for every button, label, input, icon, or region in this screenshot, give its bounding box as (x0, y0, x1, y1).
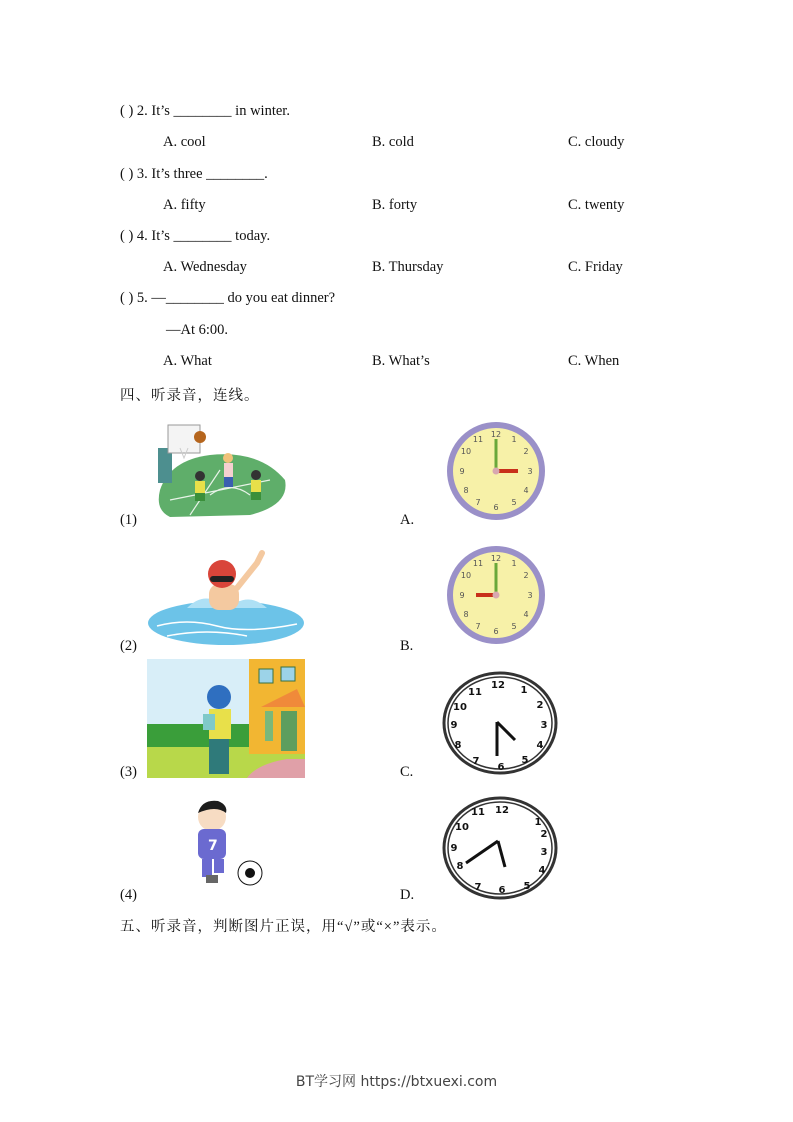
svg-text:8: 8 (456, 861, 464, 872)
svg-text:4: 4 (523, 610, 529, 619)
picture-label-4: (4) (120, 887, 137, 903)
svg-text:7: 7 (472, 756, 480, 767)
swimming-picture (147, 548, 305, 646)
picture-label-3: (3) (120, 764, 137, 780)
svg-text:4: 4 (523, 486, 529, 495)
svg-text:12: 12 (490, 554, 502, 563)
svg-text:9: 9 (450, 720, 458, 731)
svg-text:1: 1 (520, 685, 528, 696)
svg-text:12: 12 (495, 805, 509, 816)
svg-text:2: 2 (540, 829, 548, 840)
svg-text:5: 5 (511, 498, 517, 507)
picture-label-2: (2) (120, 638, 137, 654)
svg-text:5: 5 (511, 622, 517, 631)
option-c: C. cloudy (568, 134, 625, 150)
svg-text:7: 7 (475, 498, 481, 507)
svg-text:8: 8 (463, 610, 469, 619)
question-4: ( ) 4. It’s ________ today. (120, 228, 271, 244)
svg-text:9: 9 (459, 591, 465, 600)
clock-label-d: D. (400, 887, 415, 903)
svg-text:1: 1 (511, 435, 517, 444)
question-2: ( ) 2. It’s ________ in winter. (120, 103, 290, 119)
svg-text:1: 1 (511, 559, 517, 568)
question-3: ( ) 3. It’s three ________. (120, 166, 268, 182)
svg-text:11: 11 (471, 807, 485, 818)
option-b: B. cold (372, 134, 414, 150)
svg-text:3: 3 (527, 467, 533, 476)
option-a: A. cool (163, 134, 206, 150)
option-c: C. Friday (568, 259, 623, 275)
svg-text:9: 9 (450, 843, 458, 854)
svg-text:3: 3 (540, 847, 548, 858)
svg-text:7: 7 (475, 622, 481, 631)
svg-text:11: 11 (472, 435, 484, 444)
svg-text:11: 11 (468, 687, 482, 698)
option-a: A. fifty (163, 197, 206, 213)
svg-text:10: 10 (460, 447, 472, 456)
svg-text:6: 6 (498, 885, 506, 896)
option-c: C. twenty (568, 197, 625, 213)
option-b: B. Thursday (372, 259, 444, 275)
clock-label-b: B. (400, 638, 414, 654)
picture-label-1: (1) (120, 512, 137, 528)
svg-text:7: 7 (474, 882, 482, 893)
option-c: C. When (568, 353, 620, 369)
answer-line: —At 6:00. (166, 322, 229, 338)
clock-d-icon (440, 795, 560, 901)
svg-text:2: 2 (523, 571, 529, 580)
option-b: B. What’s (372, 353, 430, 369)
clock-label-c: C. (400, 764, 414, 780)
svg-text:11: 11 (472, 559, 484, 568)
svg-text:10: 10 (455, 822, 469, 833)
clock-label-a: A. (400, 512, 415, 528)
option-a: A. Wednesday (163, 259, 247, 275)
svg-text:9: 9 (459, 467, 465, 476)
svg-text:1: 1 (534, 817, 542, 828)
svg-text:4: 4 (538, 865, 546, 876)
svg-text:8: 8 (454, 740, 462, 751)
svg-text:3: 3 (540, 720, 548, 731)
svg-text:10: 10 (453, 702, 467, 713)
svg-text:4: 4 (536, 740, 544, 751)
svg-text:12: 12 (490, 430, 502, 439)
footer-watermark: BT学习网 https://btxuexi.com (295, 1074, 498, 1090)
svg-text:8: 8 (463, 486, 469, 495)
svg-text:6: 6 (493, 503, 499, 512)
svg-text:7: 7 (208, 838, 218, 854)
svg-text:6: 6 (497, 762, 505, 773)
option-b: B. forty (372, 197, 418, 213)
svg-text:2: 2 (523, 447, 529, 456)
question-5: ( ) 5. —________ do you eat dinner? (120, 290, 336, 306)
school-picture (147, 659, 305, 778)
svg-text:6: 6 (493, 627, 499, 636)
clock-a-icon (446, 421, 546, 521)
svg-text:10: 10 (460, 571, 472, 580)
option-a: A. What (163, 353, 212, 369)
section-5-title: 五、听录音，判断图片正误，用“√”或“×”表示。 (120, 919, 447, 935)
section-4-title: 四、听录音，连线。 (120, 388, 260, 404)
football-picture (180, 795, 270, 890)
clock-c-icon (440, 670, 560, 776)
clock-b-icon (446, 545, 546, 645)
basketball-picture (150, 420, 290, 520)
svg-text:12: 12 (491, 680, 505, 691)
svg-text:5: 5 (521, 755, 529, 766)
svg-text:2: 2 (536, 700, 544, 711)
svg-text:5: 5 (523, 881, 531, 892)
svg-text:3: 3 (527, 591, 533, 600)
